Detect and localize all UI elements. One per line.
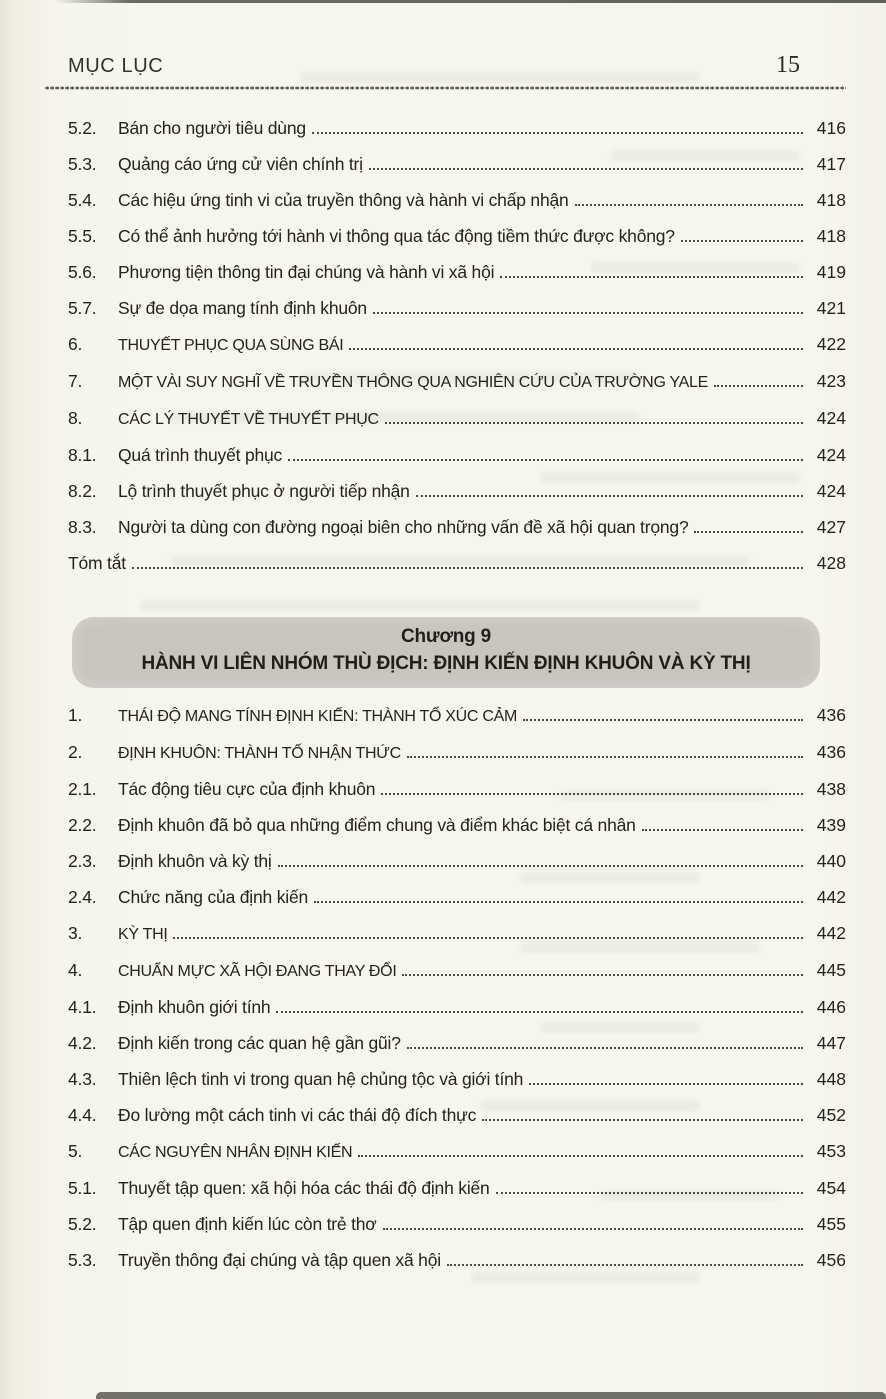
toc-entry-page: 442 [816,923,846,943]
toc-entry-title: Các hiệu ứng tinh vi của truyền thông và hành vi chấp nhận [118,190,569,210]
toc-entry-page: 428 [816,553,846,573]
toc-entry [68,778,846,801]
toc-entry [68,886,846,909]
toc-entry-page: 452 [816,1105,846,1125]
toc-entry [68,1213,846,1236]
toc-entry-number: 5.7. [68,298,97,318]
toc-entry-title: Tập quen định kiến lúc còn trẻ thơ [118,1214,377,1234]
toc-entry-number: 4.2. [68,1033,97,1053]
toc-entry-title: Thiên lệch tinh vi trong quan hệ chủng tộc và giới tính [118,1069,524,1089]
toc-entry [68,1249,846,1272]
toc-entry-page: 442 [816,887,846,907]
toc-entry-number: 4.4. [68,1105,97,1125]
toc-entry-page: 446 [816,997,846,1017]
toc-entry-page: 416 [816,118,846,138]
toc-entry-title: Định kiến trong các quan hệ gần gũi? [118,1033,401,1053]
dotted-leader [381,793,803,795]
dotted-leader [383,1228,803,1230]
toc-entry-number: 2.3. [68,851,97,871]
page-number: 15 [776,52,800,78]
toc-entry-number: 2.4. [68,887,97,907]
toc-entry-title: Thuyết tập quen: xã hội hóa các thái độ định kiến [118,1178,490,1198]
dotted-leader [642,829,803,831]
toc-entry-number: 4.3. [68,1069,97,1089]
toc-entry [68,1177,846,1200]
toc-entry-title: Lộ trình thuyết phục ở người tiếp nhận [118,481,410,501]
toc-entry-page: 436 [816,742,846,762]
chapter-number: Chương 9 [400,626,492,647]
dotted-leader [575,204,803,206]
toc-list-chapter9 [68,704,846,1272]
toc-entry-number: 5. [68,1141,83,1161]
toc-entry-number: 6. [68,334,83,354]
toc-entry-number: 5.3. [68,154,97,174]
toc-entry-page: 423 [816,371,846,391]
toc-entry-title: Định khuôn và kỳ thị [118,851,272,871]
dotted-leader [288,459,803,461]
dotted-leader [314,901,803,903]
dotted-leader [529,1083,803,1085]
toc-entry-title: ĐỊNH KHUÔN: THÀNH TỐ NHẬN THỨC [118,745,401,762]
dotted-leader [173,937,803,939]
toc-entry [68,1068,846,1091]
toc-entry [68,814,846,837]
dotted-leader [385,422,803,424]
dotted-leader [369,168,803,170]
toc-entry-page: 424 [816,408,846,428]
toc-entry-page: 455 [816,1214,846,1234]
toc-entry-number: 5.4. [68,190,97,210]
dotted-leader [402,974,803,976]
toc-entry-number: 5.3. [68,1250,97,1270]
toc-entry-title: Sự đe dọa mang tính định khuôn [118,298,367,318]
toc-entry-number: 2. [68,742,83,762]
toc-entry-title: Tóm tắt [68,553,126,573]
toc-entry-number: 5.2. [68,1214,97,1234]
toc-entry [68,1104,846,1127]
toc-entry-page: 456 [816,1250,846,1270]
toc-entry-title: Chức năng của định kiến [118,887,309,907]
toc-entry-number: 4. [68,960,83,980]
page-title: MỤC LỤC [68,55,164,77]
toc-entry-number: 5.1. [68,1178,97,1198]
dotted-leader [349,348,803,350]
toc-entry-title: KỲ THỊ [118,926,168,943]
toc-entry [68,407,846,431]
toc-entry-number: 1. [68,705,83,725]
toc-entry-number: 2.1. [68,779,97,799]
toc-entry-title: Định khuôn giới tính [118,997,271,1017]
dotted-leader [276,1011,803,1013]
dotted-leader [312,132,803,134]
toc-entry [68,516,846,539]
chapter-title: HÀNH VI LIÊN NHÓM THÙ ĐỊCH: ĐỊNH KIẾN ĐỊNH KHUÔN VÀ KỲ THỊ [141,653,751,674]
toc-entry-page: 453 [816,1141,846,1161]
toc-entry [68,552,846,575]
toc-entry-number: 8. [68,408,83,428]
dotted-leader [407,1047,803,1049]
toc-entry-page: 447 [816,1033,846,1053]
toc-entry-title: CHUẨN MỰC XÃ HỘI ĐANG THAY ĐỔI [118,963,397,980]
toc-entry-number: 5.6. [68,262,97,282]
toc-entry-number: 2.2. [68,815,97,835]
toc-entry [68,189,846,212]
toc-entry [68,959,846,983]
dotted-leader [447,1264,803,1266]
toc-entry [68,704,846,728]
toc-entry-page: 418 [816,226,846,246]
dotted-leader [278,865,803,867]
toc-entry [68,117,846,140]
toc-entry [68,261,846,284]
toc-entry [68,741,846,765]
toc-entry-number: 8.2. [68,481,97,501]
dotted-leader [416,495,803,497]
toc-entry-page: 419 [816,262,846,282]
toc-entry-title: Truyền thông đại chúng và tập quen xã hội [118,1250,441,1270]
toc-entry-page: 438 [816,779,846,799]
dotted-leader [358,1155,803,1157]
dotted-leader [694,531,803,533]
toc-entry-number: 8.3. [68,517,97,537]
toc-entry-title: Quá trình thuyết phục [118,445,283,465]
toc-entry-title: CÁC LÝ THUYẾT VỀ THUYẾT PHỤC [118,411,379,428]
dotted-leader [407,756,803,758]
toc-entry [68,444,846,467]
toc-entry-title: CÁC NGUYÊN NHÂN ĐỊNH KIẾN [118,1144,353,1161]
dotted-leader [132,567,803,569]
toc-entry-page: 454 [816,1178,846,1198]
toc-entry-title: MỘT VÀI SUY NGHĨ VỀ TRUYỀN THÔNG QUA NGHIÊN CỨU CỦA TRƯỜNG YALE [118,374,708,391]
toc-entry [68,996,846,1019]
dotted-leader [496,1192,803,1194]
toc-entry-number: 8.1. [68,445,97,465]
toc-entry-number: 3. [68,923,83,943]
toc-entry-title: Tác động tiêu cực của định khuôn [118,779,376,799]
toc-entry-title: Phương tiện thông tin đại chúng và hành vi xã hội [118,262,495,282]
toc-entry-page: 436 [816,705,846,725]
toc-entry-page: 439 [816,815,846,835]
toc-entry-title: Quảng cáo ứng cử viên chính trị [118,154,363,174]
toc-entry-title: THÁI ĐỘ MANG TÍNH ĐỊNH KIẾN: THÀNH TỐ XÚC CẢM [118,708,517,725]
toc-entry-page: 424 [816,445,846,465]
dotted-leader [714,385,803,387]
dotted-leader [373,312,803,314]
toc-entry [68,1032,846,1055]
toc-entry [68,480,846,503]
toc-entry-title: Bán cho người tiêu dùng [118,118,306,138]
toc-entry-page: 418 [816,190,846,210]
toc-entry-title: THUYẾT PHỤC QUA SÙNG BÁI [118,337,344,354]
page-bottom-edge-shadow [96,1392,886,1399]
toc-entry-title: Đo lường một cách tinh vi các thái độ đích thực [118,1105,477,1125]
toc-entry-number: 7. [68,371,83,391]
dotted-leader [482,1119,803,1121]
toc-entry-page: 424 [816,481,846,501]
toc-entry [68,153,846,176]
toc-entry-title: Có thể ảnh hưởng tới hành vi thông qua tác động tiềm thức được không? [118,226,675,246]
toc-entry-title: Người ta dùng con đường ngoại biên cho những vấn đề xã hội quan trọng? [118,517,689,537]
toc-entry [68,850,846,873]
toc-entry-page: 427 [816,517,846,537]
dotted-leader [681,240,803,242]
dotted-leader [523,719,803,721]
toc-entry-number: 4.1. [68,997,97,1017]
toc-entry-page: 421 [816,298,846,318]
toc-entry-page: 445 [816,960,846,980]
toc-list-chapter8 [68,117,846,575]
toc-entry [68,922,846,946]
toc-entry [68,333,846,357]
toc-entry-page: 448 [816,1069,846,1089]
header-ornament-rule [45,85,846,91]
page-header [68,52,846,79]
toc-entry [68,297,846,320]
toc-entry [68,1140,846,1164]
toc-entry-page: 417 [816,154,846,174]
toc-entry-page: 440 [816,851,846,871]
toc-entry-page: 422 [816,334,846,354]
toc-entry [68,225,846,248]
toc-entry-number: 5.2. [68,118,97,138]
dotted-leader [500,276,803,278]
toc-entry-number: 5.5. [68,226,97,246]
toc-entry-title: Định khuôn đã bỏ qua những điểm chung và điểm khác biệt cá nhân [118,815,636,835]
toc-entry [68,370,846,394]
chapter-heading-box [72,617,820,688]
